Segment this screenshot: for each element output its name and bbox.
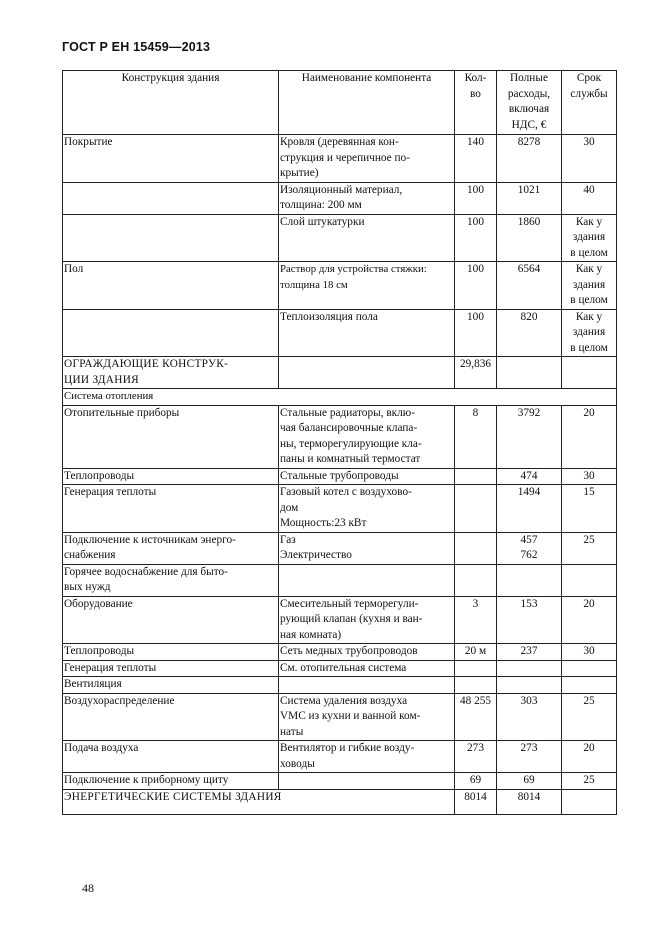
cell-construction: Горячее водоснабжение для быто- вых нужд	[63, 564, 279, 596]
cell-component: Теплоизоляция пола	[279, 309, 455, 357]
cell-component: Газовый котел с воздухово- дом Мощность:23 кВт	[279, 485, 455, 533]
cell-qty: 8014	[455, 789, 497, 814]
col-header-qty: Кол- во	[455, 71, 497, 135]
cell-cost	[497, 677, 562, 694]
cell-cost	[497, 564, 562, 596]
cell-component: Вентилятор и гибкие возду- ховоды	[279, 741, 455, 773]
cell-life	[562, 357, 617, 389]
cell-cost: 303	[497, 693, 562, 741]
cell-qty	[455, 660, 497, 677]
cell-construction: Генерация теплоты	[63, 660, 279, 677]
cell-qty: 273	[455, 741, 497, 773]
cost-table	[62, 70, 617, 815]
cell-life: 30	[562, 135, 617, 183]
table-row	[63, 644, 617, 661]
section-row	[63, 389, 617, 406]
cell-cost: 273	[497, 741, 562, 773]
cell-qty: 8	[455, 405, 497, 468]
table-row	[63, 693, 617, 741]
cell-life	[562, 660, 617, 677]
cell-construction: Пол	[63, 262, 279, 310]
cell-component	[279, 677, 455, 694]
cell-qty: 29,836	[455, 357, 497, 389]
col-header-cost: Полные расходы, включая НДС, €	[497, 71, 562, 135]
cell-life	[562, 564, 617, 596]
cell-construction: Подача воздуха	[63, 741, 279, 773]
cell-life: 40	[562, 182, 617, 214]
cell-component: Система удаления воздуха VMC из кухни и ванной ком- наты	[279, 693, 455, 741]
cell-construction: Генерация теплоты	[63, 485, 279, 533]
col-header-life: Срок службы	[562, 71, 617, 135]
cell-construction: Подключение к приборному щиту	[63, 773, 279, 790]
cell-life: 15	[562, 485, 617, 533]
cell-cost: 8014	[497, 789, 562, 814]
cell-life: 20	[562, 596, 617, 644]
document-header: ГОСТ Р ЕН 15459—2013	[62, 40, 211, 54]
cell-cost: 6564	[497, 262, 562, 310]
cell-qty	[455, 468, 497, 485]
page-number: 48	[82, 881, 94, 895]
cell-life	[562, 789, 617, 814]
cell-construction: Оборудование	[63, 596, 279, 644]
table-row	[63, 405, 617, 468]
cell-cost: 474	[497, 468, 562, 485]
table-row	[63, 468, 617, 485]
cell-cost: 1860	[497, 214, 562, 262]
cell-cost	[497, 660, 562, 677]
table-row	[63, 532, 617, 564]
cell-life: 25	[562, 693, 617, 741]
cell-component: Кровля (деревянная кон- струкция и черепичное по- крытие)	[279, 135, 455, 183]
cell-cost: 237	[497, 644, 562, 661]
cell-construction	[63, 309, 279, 357]
cell-cost: 1021	[497, 182, 562, 214]
cell-life: 30	[562, 468, 617, 485]
cell-qty: 48 255	[455, 693, 497, 741]
cell-life	[562, 677, 617, 694]
table-row	[63, 214, 617, 262]
cell-component: Изоляционный материал, толщина: 200 мм	[279, 182, 455, 214]
cell-component: Стальные трубопроводы	[279, 468, 455, 485]
cell-life: Как у здания в целом	[562, 262, 617, 310]
cell-cost	[497, 357, 562, 389]
table-row	[63, 677, 617, 694]
cell-total-label: ЭНЕРГЕТИЧЕСКИЕ СИСТЕМЫ ЗДАНИЯ	[63, 789, 455, 814]
cell-cost: 8278	[497, 135, 562, 183]
cell-construction	[63, 214, 279, 262]
cell-construction: Покрытие	[63, 135, 279, 183]
cell-life: 25	[562, 773, 617, 790]
cell-component: См. отопительная система	[279, 660, 455, 677]
table-row	[63, 741, 617, 773]
cell-life: 20	[562, 405, 617, 468]
cell-component: Раствор для устройства стяжки: толщина 18 см	[279, 262, 455, 310]
cell-component: Смесительный терморегули- рующий клапан (кухня и ван- ная комната)	[279, 596, 455, 644]
cell-qty: 20 м	[455, 644, 497, 661]
cell-qty	[455, 485, 497, 533]
cell-life: 20	[562, 741, 617, 773]
cell-qty: 3	[455, 596, 497, 644]
col-header-construction: Конструкция здания	[63, 71, 279, 135]
cell-qty: 100	[455, 182, 497, 214]
cell-component: Газ Электричество	[279, 532, 455, 564]
cell-component	[279, 773, 455, 790]
cell-life: 25	[562, 532, 617, 564]
table-row	[63, 596, 617, 644]
cell-qty: 100	[455, 262, 497, 310]
cell-construction: ОГРАЖДАЮЩИЕ КОНСТРУК- ЦИИ ЗДАНИЯ	[63, 357, 279, 389]
total-row	[63, 789, 617, 814]
cell-component: Сеть медных трубопроводов	[279, 644, 455, 661]
cell-cost: 69	[497, 773, 562, 790]
cell-qty: 100	[455, 309, 497, 357]
cell-construction: Отопительные приборы	[63, 405, 279, 468]
cell-construction: Вентиляция	[63, 677, 279, 694]
cell-component	[279, 564, 455, 596]
cell-cost: 153	[497, 596, 562, 644]
cell-cost: 820	[497, 309, 562, 357]
cell-component: Стальные радиаторы, вклю- чая балансировочные клапа- ны, терморегулирующие кла- паны и комнатный термостат	[279, 405, 455, 468]
cell-life: Как у здания в целом	[562, 309, 617, 357]
cell-life: Как у здания в целом	[562, 214, 617, 262]
cell-construction	[63, 182, 279, 214]
cell-qty	[455, 677, 497, 694]
col-header-component: Наименование компонента	[279, 71, 455, 135]
cell-qty	[455, 532, 497, 564]
table-row	[63, 357, 617, 389]
cell-qty: 100	[455, 214, 497, 262]
table-row	[63, 135, 617, 183]
cell-component: Слой штукатурки	[279, 214, 455, 262]
cell-cost: 1494	[497, 485, 562, 533]
section-heating: Система отопления	[63, 389, 617, 406]
table-row	[63, 262, 617, 310]
table-row	[63, 564, 617, 596]
cell-construction: Подключение к источникам энерго- снабжения	[63, 532, 279, 564]
cell-qty: 140	[455, 135, 497, 183]
table-row	[63, 485, 617, 533]
cell-component	[279, 357, 455, 389]
table-row	[63, 773, 617, 790]
table-row	[63, 182, 617, 214]
cell-construction: Теплопроводы	[63, 644, 279, 661]
table-row	[63, 309, 617, 357]
cell-cost: 457 762	[497, 532, 562, 564]
cell-construction: Воздухораспределение	[63, 693, 279, 741]
cell-construction: Теплопроводы	[63, 468, 279, 485]
cell-cost: 3792	[497, 405, 562, 468]
cell-qty	[455, 564, 497, 596]
cell-life: 30	[562, 644, 617, 661]
cell-qty: 69	[455, 773, 497, 790]
table-row	[63, 660, 617, 677]
